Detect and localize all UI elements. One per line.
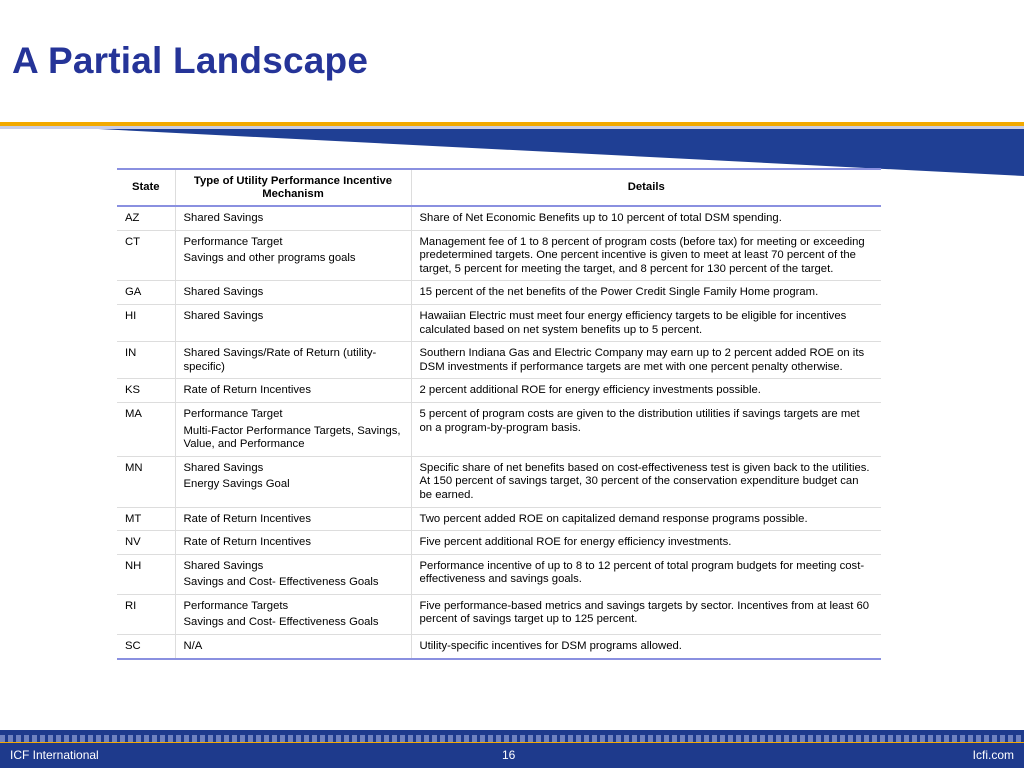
cell-details: Hawaiian Electric must meet four energy efficiency targets to be eligible for incentives calculated based on net system benefits up to 5 percent. — [411, 304, 881, 341]
cell-details: Share of Net Economic Benefits up to 10 percent of total DSM spending. — [411, 206, 881, 230]
cell-mechanism — [175, 402, 411, 456]
cell-mechanism — [175, 379, 411, 403]
table-header-row — [117, 169, 881, 206]
cell-mechanism — [175, 281, 411, 305]
cell-details: Performance incentive of up to 8 to 12 percent of total program budgets for meeting cost-effectiveness and savings goals. — [411, 554, 881, 594]
cell-mechanism — [175, 635, 411, 659]
mechanism-line: Shared Savings/Rate of Return (utility-specific) — [183, 347, 377, 373]
mechanism-line: Rate of Return Incentives — [183, 384, 311, 397]
cell-mechanism — [175, 456, 411, 507]
mechanism-line: Shared Savings — [183, 559, 264, 572]
cell-state: KS — [117, 379, 175, 403]
cell-state: NV — [117, 531, 175, 555]
mechanism-line: Multi-Factor Performance Targets, Savings, Value, and Performance — [183, 424, 401, 451]
table-row — [117, 379, 881, 403]
mechanism-line: Shared Savings — [183, 309, 264, 322]
mechanism-line: Shared Savings — [183, 212, 264, 224]
cell-state: MA — [117, 402, 175, 456]
column-header-details: Details — [411, 169, 881, 206]
footer-dot-pattern — [0, 735, 1024, 742]
cell-state: IN — [117, 342, 175, 379]
mechanism-line: Shared Savings — [183, 461, 264, 474]
cell-mechanism — [175, 342, 411, 379]
cell-details: 15 percent of the net benefits of the Power Credit Single Family Home program. — [411, 281, 881, 305]
mechanism-line: Performance Target — [183, 235, 283, 248]
cell-details: Five performance-based metrics and savings targets by sector. Incentives from at least 60 percent of savings target up to 125 percent. — [411, 594, 881, 634]
table-row — [117, 230, 881, 281]
mechanism-line: Performance Targets — [183, 599, 289, 612]
incentive-table — [117, 168, 881, 660]
table-row — [117, 456, 881, 507]
cell-state: NH — [117, 554, 175, 594]
mechanism-line: Rate of Return Incentives — [183, 536, 311, 549]
mechanism-line: Savings and other programs goals — [183, 252, 356, 265]
mechanism-line: Energy Savings Goal — [183, 478, 290, 491]
cell-mechanism — [175, 230, 411, 281]
cell-details: Management fee of 1 to 8 percent of program costs (before tax) for meeting or exceeding predetermined targets. One percent incentive is given to meet at least 70 percent of the target, 5 percent for meeting the target, and 8 percent for 130 percent of the target. — [411, 230, 881, 281]
mechanism-line: Savings and Cost- Effectiveness Goals — [183, 576, 379, 589]
cell-details: Southern Indiana Gas and Electric Company may earn up to 2 percent added ROE on its DSM investments if performance targets are met with one percent penalty otherwise. — [411, 342, 881, 379]
mechanism-line: Shared Savings — [183, 286, 264, 299]
cell-state: MN — [117, 456, 175, 507]
slide-title: A Partial Landscape — [12, 40, 369, 81]
cell-details: Specific share of net benefits based on cost-effectiveness test is given back to the utilities. At 150 percent of savings target, 30 percent of the conservation expenditure budget can be earned. — [411, 456, 881, 507]
mechanism-line: N/A — [183, 640, 203, 653]
mechanism-line: Rate of Return Incentives — [183, 512, 311, 525]
cell-state: SC — [117, 635, 175, 659]
cell-details: 5 percent of program costs are given to the distribution utilities if savings targets are met on a program-by-program basis. — [411, 402, 881, 456]
cell-details: 2 percent additional ROE for energy efficiency investments possible. — [411, 379, 881, 403]
cell-state: GA — [117, 281, 175, 305]
footer-website: Icfi.com — [972, 748, 1014, 762]
table-row — [117, 554, 881, 594]
footer-company: ICF International — [10, 748, 99, 762]
column-header-state: State — [117, 169, 175, 206]
cell-state: CT — [117, 230, 175, 281]
cell-state: AZ — [117, 206, 175, 230]
mechanism-line: Savings and Cost- Effectiveness Goals — [183, 616, 379, 629]
footer-accent-line — [0, 742, 1024, 743]
cell-mechanism — [175, 304, 411, 341]
cell-state: HI — [117, 304, 175, 341]
table-row — [117, 342, 881, 379]
table-row — [117, 402, 881, 456]
table-row — [117, 635, 881, 659]
table-row — [117, 206, 881, 230]
cell-mechanism — [175, 594, 411, 634]
cell-details: Two percent added ROE on capitalized demand response programs possible. — [411, 507, 881, 531]
cell-state: RI — [117, 594, 175, 634]
mechanism-line: Performance Target — [183, 407, 283, 420]
cell-mechanism — [175, 206, 411, 230]
page-number: 16 — [502, 748, 516, 762]
cell-state: MT — [117, 507, 175, 531]
table-row — [117, 507, 881, 531]
table-row — [117, 531, 881, 555]
cell-mechanism — [175, 554, 411, 594]
cell-details: Five percent additional ROE for energy efficiency investments. — [411, 531, 881, 555]
table-row — [117, 281, 881, 305]
table-body — [117, 206, 881, 659]
column-header-mechanism: Type of Utility Performance Incentive Mechanism — [175, 169, 411, 206]
cell-mechanism — [175, 531, 411, 555]
cell-mechanism — [175, 507, 411, 531]
table-row — [117, 304, 881, 341]
table-row — [117, 594, 881, 634]
cell-details: Utility-specific incentives for DSM programs allowed. — [411, 635, 881, 659]
